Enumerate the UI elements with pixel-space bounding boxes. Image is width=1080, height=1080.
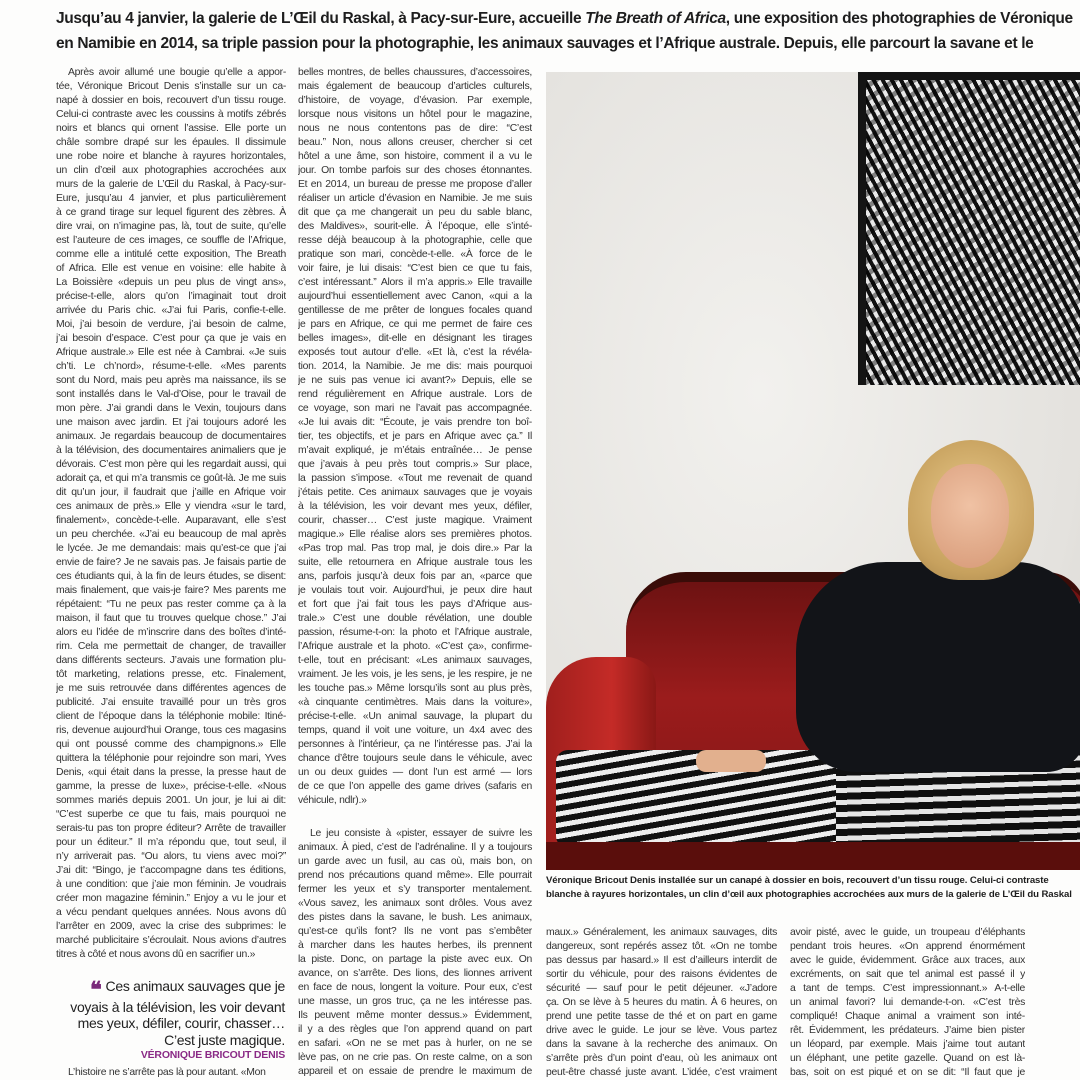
portrait-photo xyxy=(546,72,1080,870)
dark-shawl xyxy=(796,562,1080,772)
text-line: prend une petite tasse de thé et on part en game xyxy=(546,1011,777,1022)
text-line: «Vous savez, les animaux sont drôles. Vous avez xyxy=(298,898,532,909)
text-line: tier, tes objectifs, et je pars en Afrique avec ça.” Il xyxy=(298,431,532,442)
text-line: est l’auteure de ces images, ce souffle de l’Afrique, xyxy=(56,235,286,246)
text-line: m’avait expliqué, je m’étais entraînée… Je pense xyxy=(298,445,532,456)
text-line: marché publicitaire s’écroulait. Nous avions d’autres xyxy=(56,935,286,946)
article-intro xyxy=(56,6,1080,56)
text-line: temps, quand il voit une voiture, un 4x4 avec des xyxy=(298,725,532,736)
text-line: en safari. «On ne se met pas à hurler, on ne se xyxy=(298,1038,532,1049)
article-column-2-paragraph-2 xyxy=(298,827,532,1080)
text-line: créer mon magazine féminin.” Enjoy a vu le jour et xyxy=(56,893,286,904)
text-line: à une condition: que j’aie mon féminin. Je voudrais xyxy=(56,879,286,890)
text-line: publicité. J’ai ensuite travaillé pour un très gros xyxy=(56,697,286,708)
woman-face xyxy=(931,464,1009,568)
text-line: gentillesse de me prêter de longues focales quand xyxy=(298,305,532,316)
text-line: à la télévision, des documentaires animaliers que je xyxy=(56,445,286,456)
text-line: a tant de temps. C’est impressionnant.» A-t-elle xyxy=(790,983,1025,994)
text-line: c’est intéressant.” Alors il m’a appris.» Elle travaille xyxy=(298,277,532,288)
text-line: je pars en Afrique, ce qui me permet de faire ces xyxy=(298,319,532,330)
text-line: rend régulièrement en Afrique australe. Lors de xyxy=(298,389,532,400)
text-line: véhicule, ndlr).» xyxy=(298,795,367,806)
text-line: Et en 2014, un bureau de presse me propose d’aller xyxy=(298,179,532,190)
text-line: Moi, j’ai besoin de verdure, j’ai besoin de calme, xyxy=(56,319,286,330)
text-line: sont installés dans le Val-d’Oise, pour le travail de xyxy=(56,389,286,400)
text-line: n’y arriverait pas. “Ou alors, tu viens avec moi?” xyxy=(56,851,286,862)
article-column-1 xyxy=(56,66,286,962)
text-line: of Africa. Elle est venue en voisine: elle habite à xyxy=(56,263,286,274)
article-column-1-continued xyxy=(56,1066,286,1080)
text-line: dans différents secteurs. J’avais une formation plu- xyxy=(56,655,286,666)
paragraph xyxy=(298,827,532,1079)
text-line: personnes à l’intérieur, ça ne l’intéresse pas. J’ai la xyxy=(298,739,532,750)
text-line: lève pas, on ne crie pas. On reste calme, on a son xyxy=(298,1052,532,1063)
text-line: des Maldives», sourit-elle. À l’époque, elle s’inté- xyxy=(298,221,532,232)
intro-line-2: en Namibie en 2014, sa triple passion pour la photographie, les animaux sauvages et l’Afrique australe. Depuis, elle parcourt la savane et le xyxy=(56,35,1034,52)
text-line: aujourd’hui essentiellement avec Canon, «qui a la xyxy=(298,291,532,302)
text-line: animaux. Je regardais beaucoup de documentaires xyxy=(56,431,286,442)
text-line: un animal favori? lui demande-t-on. «C’est très xyxy=(790,997,1025,1008)
text-line: un éléphant, une petite gazelle. Quand on est là- xyxy=(790,1053,1025,1064)
text-line: courir, chasser… C’est juste magique. Vraiment xyxy=(298,515,532,526)
text-line: un peu cherchée. «J’ai eu beaucoup de mal après xyxy=(56,529,286,540)
text-line: compliqué! Chaque animal a vraiment son inté- xyxy=(790,1011,1025,1022)
text-line: «Pas trop mal. Pas trop mal, je dois dire.» Par la xyxy=(298,543,532,554)
text-line: arrivée du Paris chic. «J’ai fui Paris, confie-t-elle. xyxy=(56,305,286,316)
photo-caption: Véronique Bricout Denis installée sur un canapé à dossier en bois, recouvert d’un tissu rouge. Celui-ci contraste blanche à rayures horizontales, un clin d’œil aux photographies accrochées aux murs de la galerie de L’Œil du Raskal xyxy=(546,875,1072,900)
text-line: une masse, un gros truc, ça ne les intéresse pas. xyxy=(298,996,532,1007)
text-line: voir faire, je lui disais: “C’est bien ce que tu fais, xyxy=(298,263,532,274)
text-line: j’ai besoin d’espace. C’est pour ça que je vais en xyxy=(56,333,286,344)
text-line: précise-t-elle. «Un animal sauvage, la plupart du xyxy=(298,711,532,722)
article-column-4 xyxy=(790,926,1025,1080)
paragraph xyxy=(790,926,1025,1080)
text-line: J’ai dit: “Bingo, je t’accompagne dans tes éditions, xyxy=(56,865,286,876)
text-line: dévorais. C’est mon père qui les regardait aussi, qui xyxy=(56,459,286,470)
text-line: ris, devenue aujourd’hui Orange, tous ces magasins xyxy=(56,725,286,736)
text-line: dire vrai, on n’imagine pas, là, tout de suite, qu’elle xyxy=(56,221,286,232)
text-line: réaliser un article d’évasion en Namibie. Je me suis xyxy=(298,193,532,204)
text-line: avoir pisté, avec le guide, un troupeau d’éléphants xyxy=(790,927,1025,938)
text-line: mais également de beaucoup d’articles culturels, xyxy=(298,81,532,92)
text-line: et fort que j’ai fait tous les pays d’Afrique aus- xyxy=(298,599,532,610)
intro-line-1: Jusqu’au 4 janvier, la galerie de L’Œil du Raskal, à Pacy-sur-Eure, accueille The Breath of Africa, une exposition des photographies de Véronique xyxy=(56,10,1073,27)
text-line: titres à côté et nous avons dû en sacrifier un.» xyxy=(56,949,256,960)
text-line: ça. On se lève à 5 heures du matin. À 6 heures, on xyxy=(546,997,777,1008)
text-line: pas dessus par hasard.» Il est d’ailleurs interdit de xyxy=(546,955,777,966)
text-line: châle sombre drapé sur les épaules. Il dissimule xyxy=(56,137,286,148)
text-line: animaux. À pied, c’est de l’adrénaline. Il y a toujours xyxy=(298,842,532,853)
text-line: «à cinquante centimètres. Mais dans la voiture», xyxy=(298,697,532,708)
article-column-2 xyxy=(298,66,532,808)
text-line: appareil et on essaie de prendre le maximum de xyxy=(298,1066,532,1077)
text-line: le lycée. Je me demandais: mais qu’est-ce que j’ai xyxy=(56,543,286,554)
text-line: rim. Cela me permettait de changer, de travailler xyxy=(56,641,286,652)
text-line: il y a des règles que l’on apprend quand on part xyxy=(298,1024,532,1035)
text-line: pendant trois heures. «On apprend énormément xyxy=(790,941,1025,952)
text-line: l’Afrique australe et la photo. «C’est ça», confirme- xyxy=(298,641,532,652)
text-line: tée, Véronique Bricout Denis s’installe sur un ca- xyxy=(56,81,286,92)
text-line: lorsque nous visitons un hôtel pour le magazine, xyxy=(298,109,532,120)
text-line: excréments, on sait que tel animal est passé il y xyxy=(790,969,1025,980)
text-line: je me suis retrouvée dans différentes agences de xyxy=(56,683,286,694)
text-line: gamme, la presse de luxe», précise-t-elle. «Nous xyxy=(56,781,286,792)
text-line: qui ont poussé comme des champignons.» Elle xyxy=(56,739,286,750)
text-line: à ce grand tirage sur lequel figurent des zèbres. À xyxy=(56,207,286,218)
exhibition-title: The Breath of Africa xyxy=(585,10,726,27)
text-line: bas, soit on est piqué et on se dit: “Il faut que je xyxy=(790,1067,1025,1078)
text-line: ans, parfois jusqu’à deux fois par an, «parce que xyxy=(298,571,532,582)
text-line: ch’ti. Le ch’nord», résume-t-elle. «Mes parents xyxy=(56,361,286,372)
text-line: Eure, jusqu’au 4 janvier, et plus particulièrement xyxy=(56,193,286,204)
text-line: sortir du véhicule, pour des raisons évidentes de xyxy=(546,969,777,980)
text-line: t-elle, tout en précisant: «Les animaux sauvages, xyxy=(298,655,532,666)
text-line: un garde avec un fusil, au cas où, mais bon, on xyxy=(298,856,532,867)
text-line: trale.» C’est une double révélation, une double xyxy=(298,613,532,624)
text-line: La Boissière «depuis un peu plus de vingt ans», xyxy=(56,277,286,288)
text-line: avance, on s’arrête. Des lions, des lionnes arrivent xyxy=(298,968,532,979)
text-line: nous ne nous contentons pas de dire: “C’est xyxy=(298,123,532,134)
text-line: envie de faire? Je ne savais pas. Je faisais partie de xyxy=(56,557,286,568)
text-line: client de l’époque dans la téléphonie mobile: Itiné- xyxy=(56,711,286,722)
text-line: ces étudiants qui, à la fin de leurs études, se disent: xyxy=(56,571,286,582)
text-line: “C’est superbe ce que tu fais, mais pourquoi ne xyxy=(56,809,286,820)
text-line: Afrique australe.» Elle est née à Cambrai. «Je suis xyxy=(56,347,286,358)
text-line: Celui-ci contraste avec les coussins à motifs zébrés xyxy=(56,109,286,120)
text-line: ce voyage, son mari ne l’avait pas accompagnée. xyxy=(298,403,532,414)
pull-quote-text: Ces animaux sauvages que je voyais à la télévision, les voir devant mes yeux, défiler, courir, chasser… C’est juste magique. xyxy=(70,978,285,1048)
text-line: un léopard, par exemple. Mais j’aime tout autant xyxy=(790,1039,1025,1050)
framed-zebra-photograph xyxy=(858,72,1080,385)
text-line: beau.” Non, nous allons creuser, chercher si cet xyxy=(298,137,532,148)
text-line: sécurité — sauf pour le petit déjeuner. «J’adore xyxy=(546,983,777,994)
text-line: peut-être chassé juste avant. L’idée, c’est vraiment xyxy=(546,1067,777,1078)
paragraph xyxy=(56,66,286,962)
text-line: que j’avais à peu près tout compris.» Sur place, xyxy=(298,459,532,470)
text-line: noirs et blancs qui ornent l’assise. Elle porte un xyxy=(56,123,286,134)
text-line: un clin d’œil aux photographies accrochées aux xyxy=(56,165,286,176)
text-line: je voulais tout voir. Aujourd’hui, je peux dire haut xyxy=(298,585,532,596)
text-line: de ce que l’on appelle des game drives (safaris en xyxy=(298,781,532,792)
text-line: passion, résume-t-on: la photo et l’Afrique australe, xyxy=(298,627,532,638)
text-line: tôt marketing, relations presse, etc. Finalement, xyxy=(56,669,286,680)
text-line: dit que ça me changerait un peu du sable blanc, xyxy=(298,207,532,218)
text-line: dangereux, sont repérés assez tôt. «On ne tombe xyxy=(546,941,777,952)
text-line: hôtel a une âme, son histoire, comment il a vu le xyxy=(298,151,532,162)
text-line: répétaient: “Tu ne peux pas rester comme ça à la xyxy=(56,599,286,610)
text-line: en face de nous, longent la voiture. Pour eux, c’est xyxy=(298,982,532,993)
text-line: d’histoire, de voyage, d’évasion. Par exemple, xyxy=(298,95,532,106)
paragraph xyxy=(546,926,777,1080)
text-line: drive avec le guide. Le jour se lève. Vous partez xyxy=(546,1025,777,1036)
text-line: sommes mariés depuis 2001. Un jour, je lui ai dit: xyxy=(56,795,286,806)
text-line: tion. 2014, la Namibie. Je me dis: mais pourquoi xyxy=(298,361,532,372)
text-line: la piste. Donc, on partage la piste avec eux. On xyxy=(298,954,532,965)
text-line: dit qu’un jour, il faudrait que j’aille en Afrique voir xyxy=(56,487,286,498)
text-line: prend nos précautions quand même». Elle pourrait xyxy=(298,870,532,881)
text-line: un ou deux guides — dont l’un est armé — lors xyxy=(298,767,532,778)
text-line: rêt. Évidemment, les prédateurs. J’aime bien pister xyxy=(790,1025,1025,1036)
text-line: serais-tu pas ton propre éditeur? Arrête de travailler xyxy=(56,823,286,834)
text-line: mais finalement, que vais-je faire? Mes parents me xyxy=(56,585,286,596)
text-line: adorait ça, et qui m’a transmis ce goût-là. Je me suis xyxy=(56,473,286,484)
text-line: belles montres, de belles chaussures, d’accessoires, xyxy=(298,67,532,78)
text-line: la passion s’impose. «Tout me revenait de quand xyxy=(298,473,532,484)
text-line: fermer les yeux et s’y transporter mentalement. xyxy=(298,884,532,895)
text-line: alors eu l’idée de m’inscrire dans des boîtes d’inté- xyxy=(56,627,286,638)
text-line: à la télévision, les voir devant mes yeux, défiler, xyxy=(298,501,532,512)
text-line: chance d’être toujours seule dans le véhicule, avec xyxy=(298,753,532,764)
text-line: s’arrête près d’un point d’eau, où les animaux ont xyxy=(546,1053,777,1064)
text-line: «Je lui avais dit: “Écoute, je vais prendre ton boî- xyxy=(298,417,532,428)
text-line: comme elle a intitulé cette exposition, The Breath xyxy=(56,249,286,260)
text-line: Après avoir allumé une bougie qu’elle a appor- xyxy=(68,67,286,78)
text-line: sont du Nord, mais peu après ma naissance, ils se xyxy=(56,375,286,386)
text-line: a vécu pendant quelques années. Nous avons dû xyxy=(56,907,286,918)
pull-quote xyxy=(60,978,285,1062)
text-line: resse déjà beaucoup à la photographie, celle que xyxy=(298,235,532,246)
text-line: belles images», dit-elle en désignant les tirages xyxy=(298,333,532,344)
text-line: ces animaux de près.» Elle y viendra «sur le tard, xyxy=(56,501,286,512)
text-line: les touche pas.» Même lorsqu’ils sont au plus près, xyxy=(298,683,532,694)
text-line: murs de la galerie de L’Œil du Raskal, à Pacy-sur- xyxy=(56,179,286,190)
text-line: maison, il faut que tu trouves quelque chose.” J’ai xyxy=(56,613,286,624)
text-line: des pistes dans la savane, le bush. Les animaux, xyxy=(298,912,532,923)
text-line: je ne suis pas venue ici avant?» Depuis, elle se xyxy=(298,375,532,386)
text-line: qu’est-ce qu’ils font? Ils ne vont pas s’embêter xyxy=(298,926,532,937)
text-line: Denis, «qui était dans la presse, la presse haut de xyxy=(56,767,286,778)
text-line: exposés tout autour d’elle. «Et là, c’est la révéla- xyxy=(298,347,532,358)
text-line: Le jeu consiste à «pister, essayer de suivre les xyxy=(310,828,532,839)
text-line: avec le guide, évidemment. Grâce aux traces, aux xyxy=(790,955,1025,966)
text-line: jour. On tombe parfois sur des choses étonnantes. xyxy=(298,165,532,176)
text-line: pour un éditeur.” Il m’a répondu que, tout seul, il xyxy=(56,837,286,848)
quote-mark-icon: ❝ xyxy=(89,977,102,1003)
text-line: napé à dossier en bois, recouvert d’un tissu rouge. xyxy=(56,95,286,106)
article-column-3 xyxy=(546,926,777,1080)
text-line: vraiment. Je les vois, je les sens, je les respire, je ne xyxy=(298,669,532,680)
text-line: dans la savane à la recherche des animaux. On xyxy=(546,1039,777,1050)
text-line: Ils peuvent même monter dessus.» Évidemment, xyxy=(298,1010,532,1021)
text-line: suite, elle retournera en Afrique australe tous les xyxy=(298,557,532,568)
text-line: j’étais petite. Ces animaux sauvages que je voyais xyxy=(298,487,532,498)
text-line: L’histoire ne s’arrête pas là pour autant. «Mon xyxy=(68,1067,266,1078)
woman-hand xyxy=(696,750,766,772)
text-line: à marcher dans les hautes herbes, ils prennent xyxy=(298,940,532,951)
text-line: maux.» Généralement, les animaux sauvages, dits xyxy=(546,927,777,938)
text-line: pratique son mari, concède-t-elle. «À force de le xyxy=(298,249,532,260)
text-line: finalement», concède-t-elle. Auparavant, elle s’est xyxy=(56,515,286,526)
pull-quote-author: VÉRONIQUE BRICOUT DENIS xyxy=(140,1049,285,1061)
text-line: une maison avec jardin. Et j’ai toujours adoré les xyxy=(56,417,286,428)
text-line: l’arrêter en 2009, avec la crise des subprimes: le xyxy=(56,921,286,932)
text-line: précise-t-elle, alors qu’on l’imaginait tout droit xyxy=(56,291,286,302)
text-line: magique.» Elle réalise alors ses premières photos. xyxy=(298,529,532,540)
text-line: mon père. J’ai grandi dans le Vexin, toujours dans xyxy=(56,403,286,414)
text-line: quittera la téléphonie pour rejoindre son mari, Yves xyxy=(56,753,286,764)
paragraph xyxy=(298,66,532,808)
text-line: une robe noire et blanche à rayures horizontales, xyxy=(56,151,286,162)
